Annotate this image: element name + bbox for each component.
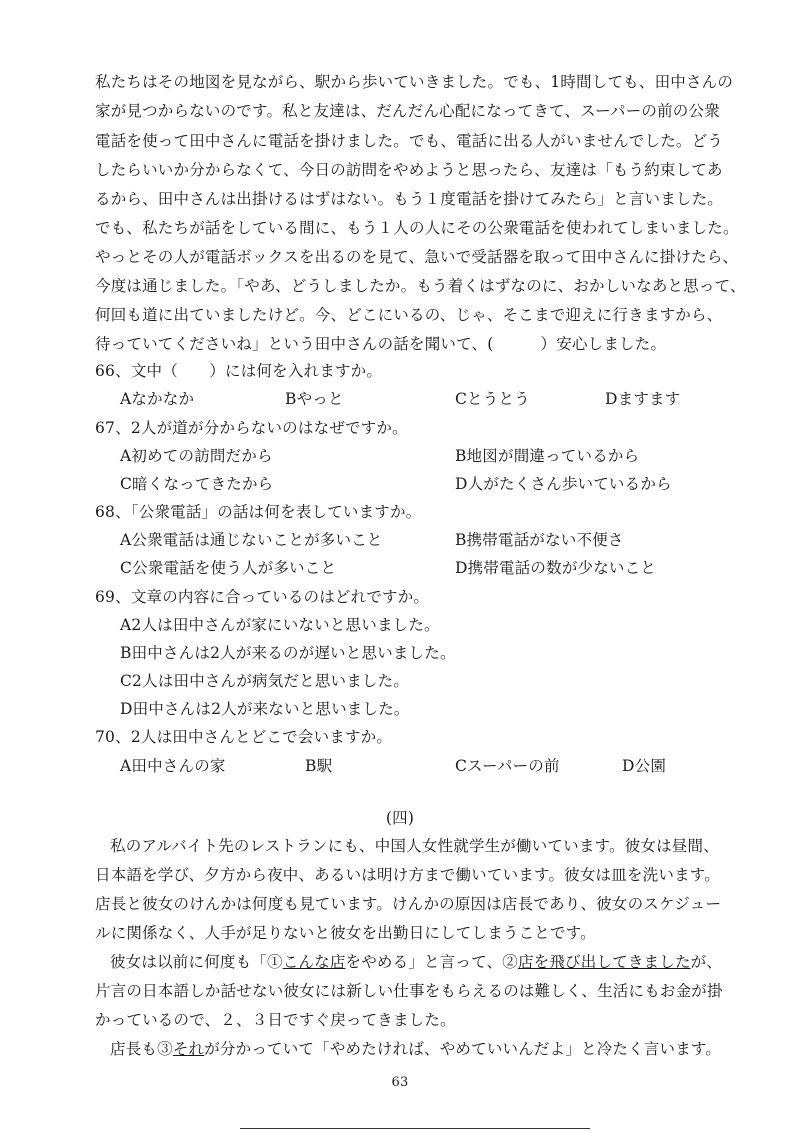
bottom-rule: [240, 1128, 590, 1129]
passage-line: やっとその人が電話ボックスを出るのを見て、急いで受話器を取って田中さんに掛けたら、: [95, 248, 739, 266]
passage-line: るから、田中さんは出掛けるはずはない。もう１度電話を掛けてみたら」と言いました。: [95, 190, 724, 208]
question-69-option-a[interactable]: A2人は田中さんが家にいないと思いました。: [120, 616, 440, 634]
text: 彼女は以前に何度も「: [110, 953, 268, 971]
question-70-option-d[interactable]: D公園: [622, 757, 667, 775]
question-69-option-d[interactable]: D田中さんは2人が来ないと思いました。: [120, 700, 410, 718]
question-70-option-b[interactable]: B駅: [305, 757, 333, 775]
section4-line: 私のアルバイト先のレストランにも、中国人女性就学生が働いています。彼女は昼間、: [110, 837, 719, 855]
question-68-option-b[interactable]: B携帯電話がない不便さ: [455, 531, 624, 549]
marker-3: ③: [157, 1040, 173, 1058]
passage-line: したらいいか分からなくて、今日の訪問をやめようと思ったら、友達は「もう約束してあ: [95, 161, 723, 179]
section-heading: (四): [385, 809, 415, 827]
text: が分かっていて「やめたければ、やめていいんだよ」と冷たく言います。: [204, 1040, 722, 1058]
section4-paragraph2-first-line: [110, 952, 722, 972]
passage-line: 電話を使って田中さんに電話を掛けました。でも、電話に出る人がいませんでした。どう: [95, 132, 724, 150]
question-66-option-c[interactable]: Cとうとう: [455, 390, 530, 408]
question-68-option-a[interactable]: A公衆電話は通じないことが多いこと: [120, 531, 383, 549]
question-70-stem: 70、2人は田中さんとどこで会いますか。: [95, 728, 393, 746]
underlined-phrase-3: それ: [172, 1040, 205, 1058]
section4-paragraph3-first-line: [110, 1039, 721, 1059]
question-68-option-c[interactable]: C公衆電話を使う人が多いこと: [120, 559, 337, 577]
question-68-stem: 68、「公衆電話」の話は何を表していますか。: [95, 503, 422, 521]
question-70-option-c[interactable]: Cスーパーの前: [455, 757, 560, 775]
question-67-option-d[interactable]: D人がたくさん歩いているから: [455, 475, 672, 493]
passage-line: 今度は通じました。「やあ、どうしましたか。もう着くはずなのに、おかしいなあと思って、: [95, 277, 746, 295]
section4-line: 店長と彼女のけんかは何度も見ています。けんかの原因は店長であり、彼女のスケジュー: [95, 895, 722, 913]
passage-line: 家が見つからないのです。私と友達は、だんだん心配になってきて、スーパーの前の公衆: [95, 102, 720, 120]
section4-line: ルに関係なく、人手が足りないと彼女を出勤日にしてしまうことです。: [95, 924, 596, 942]
underlined-phrase-2: 店を飛び出してきました: [517, 953, 691, 971]
passage-line: でも、私たちが話をしている間に、もう１人の人にその公衆電話を使われてしまいました。: [95, 219, 739, 237]
text: 店長も: [110, 1040, 158, 1058]
question-69-option-b[interactable]: B田中さんは2人が来るのが遅いと思いました。: [120, 644, 456, 662]
passage-line: 待っていてくださいね」という田中さんの話を聞いて、( ）安心しました。: [95, 335, 667, 353]
text: が、: [690, 953, 723, 971]
question-66-stem: 66、文中（ ）には何を入れますか。: [95, 362, 383, 380]
question-70-option-a[interactable]: A田中さんの家: [120, 757, 226, 775]
question-66-option-b[interactable]: Bやっと: [285, 390, 344, 408]
passage-line: 何回も道に出ていましたけど。今、どこにいるの、じゃ、そこまで迎えに行きますから、: [95, 306, 723, 324]
marker-1: ①: [267, 953, 283, 971]
question-69-option-c[interactable]: C2人は田中さんが病気だと思いました。: [120, 672, 410, 690]
section4-line: 片言の日本語しか話せない彼女には新しい仕事をもらえるのは難しく、生活にもお金が掛: [95, 982, 723, 1000]
question-67-stem: 67、2人が道が分からないのはなぜですか。: [95, 419, 408, 437]
section4-line: かっているので、２、３日ですぐ戻ってきました。: [95, 1011, 456, 1029]
question-66-option-d[interactable]: Dますます: [605, 390, 681, 408]
question-67-option-b[interactable]: B地図が間違っているから: [455, 447, 640, 465]
page-number: 63: [391, 1075, 409, 1090]
question-66-option-a[interactable]: Aなかなか: [120, 390, 195, 408]
question-69-stem: 69、文章の内容に合っているのはどれですか。: [95, 588, 430, 606]
section4-line: 日本語を学び、夕方から夜中、あるいは明け方まで働いています。彼女は皿を洗います。: [95, 866, 720, 884]
question-67-option-a[interactable]: A初めての訪問だから: [120, 447, 273, 465]
underlined-phrase-1: こんな店: [282, 953, 346, 971]
passage-line: 私たちはその地図を見ながら、駅から歩いていきました。でも、1時間しても、田中さんの: [95, 73, 734, 91]
question-68-option-d[interactable]: D携帯電話の数が少ないこと: [455, 559, 657, 577]
question-67-option-c[interactable]: C暗くなってきたから: [120, 475, 274, 493]
marker-2: ②: [502, 953, 518, 971]
text: をやめる」と言って、: [345, 953, 503, 971]
